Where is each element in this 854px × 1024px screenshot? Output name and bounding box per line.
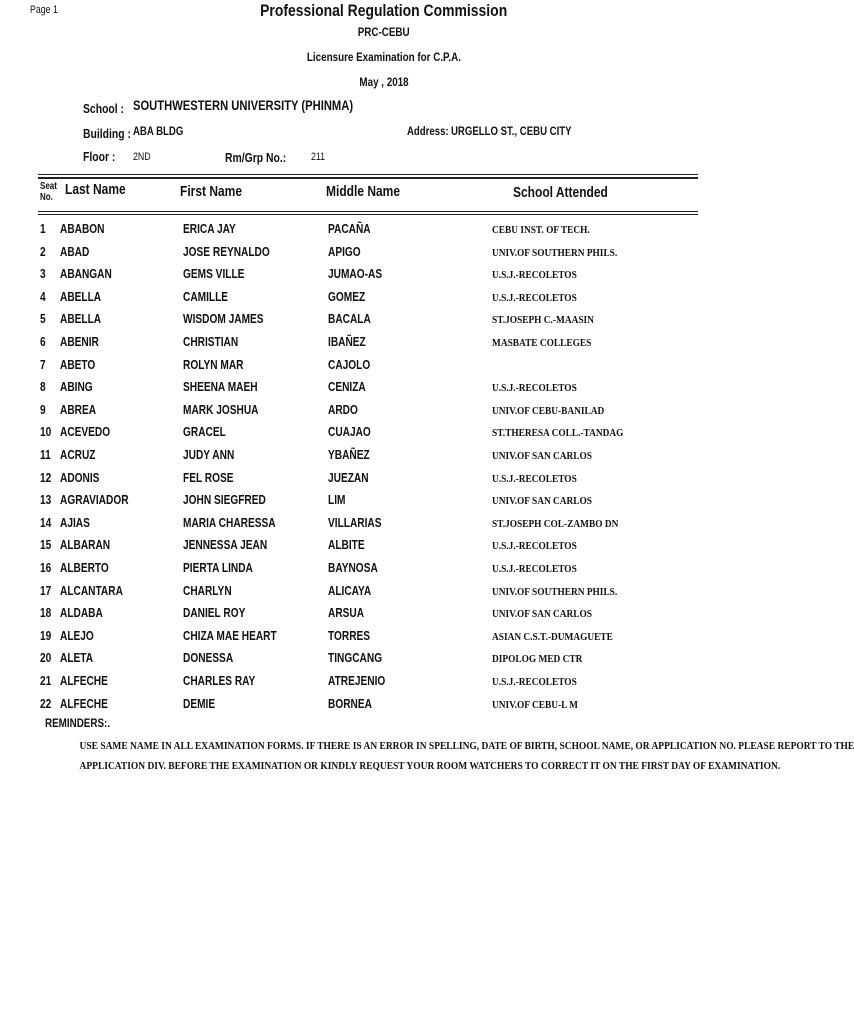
seat-number: 13 <box>40 492 52 508</box>
last-name: ABETO <box>60 356 96 372</box>
exam-date: May , 2018 <box>359 75 409 89</box>
first-name: GEMS VILLE <box>183 266 245 282</box>
school-attended: CEBU INST. OF TECH. <box>492 224 590 236</box>
first-name: JOHN SIEGFRED <box>183 492 266 508</box>
middle-name: IBAÑEZ <box>328 334 366 349</box>
floor-value: 2ND <box>133 151 151 163</box>
first-name: ERICA JAY <box>183 221 236 236</box>
table-row <box>40 402 700 422</box>
seat-number: 6 <box>40 334 46 349</box>
column-header-middle-name: Middle Name <box>326 183 401 200</box>
seat-number: 11 <box>40 447 51 462</box>
school-attended: UNIV.OF SAN CARLOS <box>492 495 593 508</box>
middle-name: BAYNOSA <box>328 560 378 575</box>
table-row <box>40 628 700 648</box>
first-name: MARK JOSHUA <box>183 401 259 417</box>
middle-name: CENIZA <box>328 379 366 395</box>
school-attended: UNIV.OF SAN CARLOS <box>492 450 593 462</box>
seat-number: 15 <box>40 537 52 553</box>
middle-name: ALICAYA <box>328 582 372 598</box>
first-name: MARIA CHARESSA <box>183 514 276 530</box>
table-row <box>40 221 700 241</box>
last-name: ACEVEDO <box>60 424 111 440</box>
first-name: PIERTA LINDA <box>183 560 253 575</box>
school-attended: U.S.J.-RECOLETOS <box>492 382 577 395</box>
first-name: DONESSA <box>183 650 234 666</box>
school-attended: U.S.J.-RECOLETOS <box>492 472 577 485</box>
table-row <box>40 515 700 535</box>
school-attended: UNIV.OF CEBU-BANILAD <box>492 404 605 417</box>
last-name: ABENIR <box>60 334 99 349</box>
table-row <box>40 311 700 331</box>
table-row <box>40 266 700 286</box>
first-name: SHEENA MAEH <box>183 379 258 395</box>
school-value: SOUTHWESTERN UNIVERSITY (PHINMA) <box>133 97 354 113</box>
last-name: AGRAVIADOR <box>60 492 129 508</box>
seat-number: 3 <box>40 266 46 282</box>
address-label: Address: <box>407 124 449 138</box>
table-row <box>40 650 700 670</box>
middle-name: BACALA <box>328 311 371 327</box>
school-attended: U.S.J.-RECOLETOS <box>492 291 577 304</box>
last-name: ABELLA <box>60 288 102 304</box>
school-attended: ASIAN C.S.T.-DUMAGUETE <box>492 630 613 643</box>
seat-number: 7 <box>40 356 46 372</box>
room-label: Rm/Grp No.: <box>225 150 287 165</box>
seat-number: 2 <box>40 243 46 259</box>
table-row <box>40 696 700 716</box>
last-name: ALFECHE <box>60 695 108 711</box>
middle-name: JUEZAN <box>328 469 369 485</box>
middle-name: CAJOLO <box>328 356 371 372</box>
seat-number: 12 <box>40 469 52 485</box>
seat-number: 22 <box>40 695 52 711</box>
seat-number: 1 <box>40 221 46 236</box>
last-name: ALCANTARA <box>60 582 123 598</box>
school-attended: MASBATE COLLEGES <box>492 337 592 349</box>
seat-number: 18 <box>40 605 52 621</box>
first-name: JUDY ANN <box>183 447 235 462</box>
last-name: ABREA <box>60 401 97 417</box>
column-header-school: School Attended <box>513 184 608 201</box>
seat-number: 20 <box>40 650 52 666</box>
school-attended: U.S.J.-RECOLETOS <box>492 540 577 553</box>
middle-name: ALBITE <box>328 537 365 553</box>
building-value: ABA BLDG <box>133 124 184 138</box>
last-name: ALETA <box>60 650 94 666</box>
floor-label: Floor : <box>83 149 116 164</box>
first-name: CHARLES RAY <box>183 673 256 688</box>
first-name: ROLYN MAR <box>183 356 244 372</box>
middle-name: BORNEA <box>328 695 372 711</box>
room-value: 211 <box>311 151 326 163</box>
seat-number: 21 <box>40 673 52 688</box>
table-row <box>40 357 700 377</box>
last-name: ABELLA <box>60 311 102 327</box>
middle-name: ARSUA <box>328 605 365 621</box>
first-name: CHIZA MAE HEART <box>183 627 277 643</box>
header-bottom-rule <box>38 211 698 212</box>
last-name: ABANGAN <box>60 266 112 282</box>
middle-name: ARDO <box>328 401 358 417</box>
table-row <box>40 470 700 490</box>
table-row <box>40 605 700 625</box>
office-name: PRC-CEBU <box>358 25 410 39</box>
first-name: CHARLYN <box>183 582 232 598</box>
page-number: Page 1 <box>30 4 58 16</box>
school-attended: UNIV.OF SOUTHERN PHILS. <box>492 585 618 598</box>
document-title: Professional Regulation Commission <box>260 1 508 20</box>
header-top-rule <box>38 174 698 175</box>
reminders-line-1: USE SAME NAME IN ALL EXAMINATION FORMS. IF THERE IS AN ERROR IN SPELLING, DATE OF BIRTH, SCHOOL NAME, OR APPLICATION NO. PLEASE REPORT TO THE <box>79 740 854 752</box>
first-name: JOSE REYNALDO <box>183 243 270 259</box>
first-name: DEMIE <box>183 695 216 711</box>
last-name: ABING <box>60 379 93 395</box>
last-name: ABAD <box>60 243 90 259</box>
exam-name: Licensure Examination for C.P.A. <box>306 50 462 64</box>
school-attended: UNIV.OF SAN CARLOS <box>492 608 593 621</box>
school-attended: U.S.J.-RECOLETOS <box>492 563 577 575</box>
table-row <box>40 560 700 580</box>
school-attended: UNIV.OF SOUTHERN PHILS. <box>492 246 618 259</box>
table-row <box>40 424 700 444</box>
table-row <box>40 334 700 354</box>
last-name: ABABON <box>60 221 105 236</box>
first-name: FEL ROSE <box>183 469 234 485</box>
table-row <box>40 492 700 512</box>
middle-name: LIM <box>328 492 346 508</box>
school-label: School : <box>83 101 125 116</box>
first-name: CHRISTIAN <box>183 334 239 349</box>
address-value: URGELLO ST., CEBU CITY <box>451 124 572 138</box>
first-name: WISDOM JAMES <box>183 311 264 327</box>
middle-name: ATREJENIO <box>328 673 386 688</box>
middle-name: TINGCANG <box>328 650 383 666</box>
reminders-line-2: APPLICATION DIV. BEFORE THE EXAMINATION OR KINDLY REQUEST YOUR ROOM WATCHERS TO CORRECT IT ON THE FIRST DAY OF EXAMINATION. <box>79 760 781 772</box>
table-row <box>40 244 700 264</box>
seat-number: 8 <box>40 379 46 395</box>
middle-name: CUAJAO <box>328 424 371 440</box>
middle-name: TORRES <box>328 627 371 643</box>
first-name: JENNESSA JEAN <box>183 537 268 553</box>
seat-number: 16 <box>40 560 52 575</box>
first-name: DANIEL ROY <box>183 605 246 621</box>
last-name: ALBERTO <box>60 560 109 575</box>
school-attended: U.S.J.-RECOLETOS <box>492 269 577 282</box>
last-name: ALDABA <box>60 605 103 621</box>
seat-number: 5 <box>40 311 46 327</box>
header-top-rule-thick <box>38 177 698 179</box>
seat-number: 14 <box>40 514 52 530</box>
middle-name: JUMAO-AS <box>328 266 383 282</box>
reminders-text <box>30 736 854 776</box>
school-attended: U.S.J.-RECOLETOS <box>492 676 577 688</box>
header-bottom-rule-2 <box>38 214 698 215</box>
school-attended: DIPOLOG MED CTR <box>492 653 583 666</box>
first-name: CAMILLE <box>183 288 229 304</box>
table-row <box>40 537 700 557</box>
seat-number: 19 <box>40 627 52 643</box>
middle-name: YBAÑEZ <box>328 447 370 462</box>
school-attended: UNIV.OF CEBU-L M <box>492 698 578 711</box>
school-attended: ST.JOSEPH COL-ZAMBO DN <box>492 517 619 530</box>
table-row <box>40 289 700 309</box>
reminders-label: REMINDERS:. <box>45 716 111 730</box>
table-row <box>40 583 700 603</box>
table-row <box>40 379 700 399</box>
first-name: GRACEL <box>183 424 226 440</box>
column-header-last-name: Last Name <box>65 181 126 198</box>
table-row <box>40 673 700 693</box>
last-name: ALEJO <box>60 627 94 643</box>
last-name: AJIAS <box>60 514 90 530</box>
seat-number: 9 <box>40 401 46 417</box>
last-name: ALFECHE <box>60 673 108 688</box>
seat-number: 10 <box>40 424 52 440</box>
middle-name: VILLARIAS <box>328 514 382 530</box>
column-header-first-name: First Name <box>180 183 243 200</box>
seat-number: 17 <box>40 582 52 598</box>
table-row <box>40 447 700 467</box>
column-header-seat: Seat No. <box>40 181 57 203</box>
middle-name: PACAÑA <box>328 221 371 236</box>
last-name: ACRUZ <box>60 447 96 462</box>
school-attended: ST.THERESA COLL.-TANDAG <box>492 427 624 440</box>
middle-name: APIGO <box>328 243 361 259</box>
building-label: Building : <box>83 126 131 141</box>
middle-name: GOMEZ <box>328 288 366 304</box>
last-name: ADONIS <box>60 469 100 485</box>
school-attended: ST.JOSEPH C.-MAASIN <box>492 314 594 327</box>
last-name: ALBARAN <box>60 537 111 553</box>
seat-number: 4 <box>40 288 46 304</box>
